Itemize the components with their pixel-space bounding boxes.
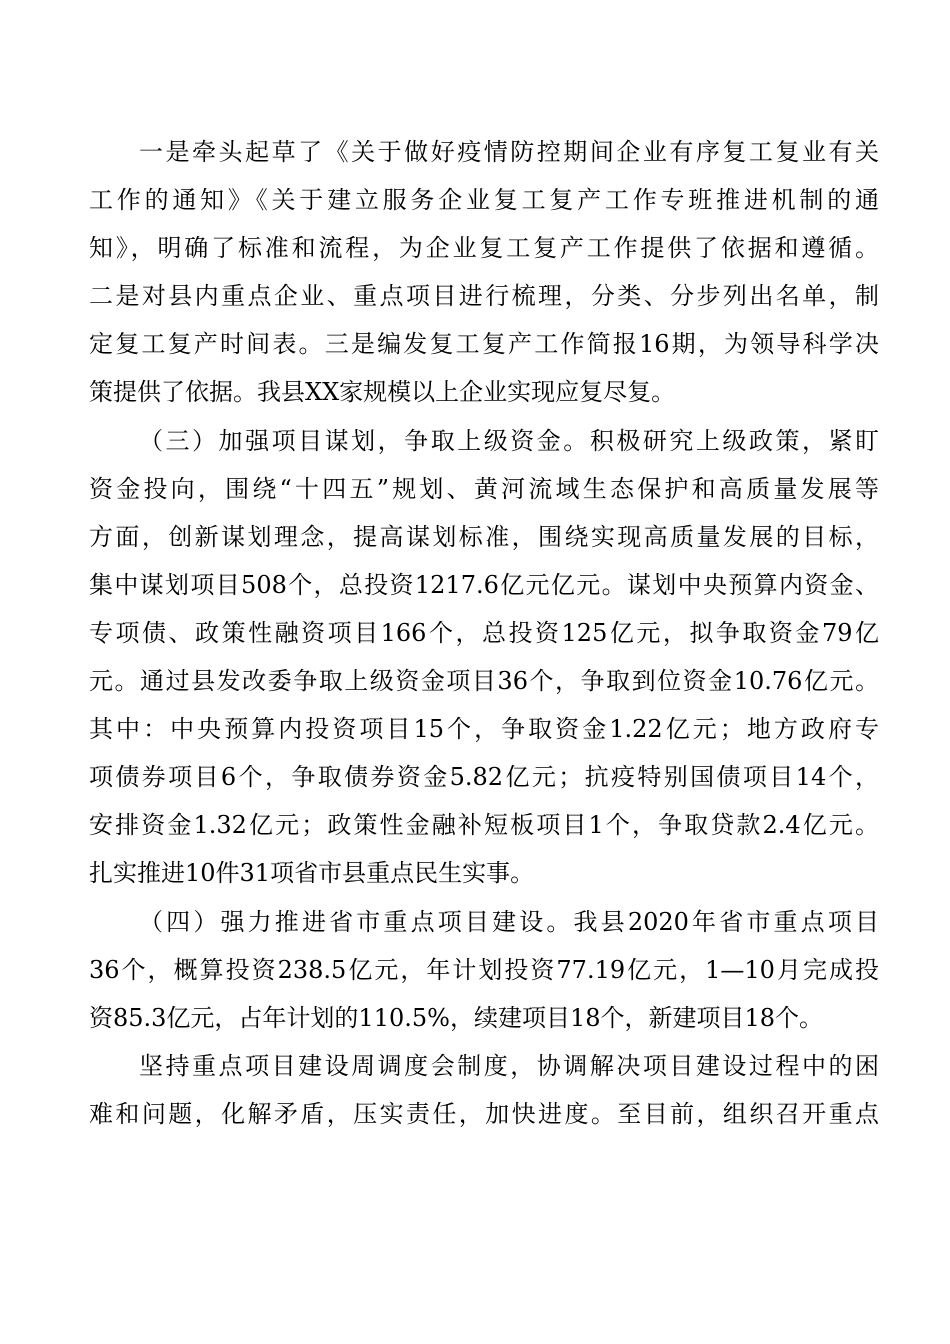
text-line: 坚持重点项目建设周调度会制度，协调解决项目建设过程中的困	[139, 1051, 879, 1080]
text-line: 其中：中央预算内投资项目15个，争取资金1.22亿元；地方政府专	[89, 715, 879, 744]
text-line: 资85.3亿元，占年计划的110.5%，续建项目18个，新建项目18个。	[89, 1003, 824, 1032]
text-line: 定复工复产时间表。三是编发复工复产工作简报16期，为领导科学决	[89, 330, 879, 359]
text-line: 策提供了依据。我县XX家规模以上企业实现应复尽复。	[89, 378, 676, 407]
text-line: 难和问题，化解矛盾，压实责任，加快进度。至目前，组织召开重点	[89, 1099, 879, 1128]
text-line: 集中谋划项目508个，总投资1217.6亿元亿元。谋划中央预算内资金、	[89, 570, 879, 599]
text-line: 元。通过县发改委争取上级资金项目36个，争取到位资金10.76亿元。	[89, 667, 879, 696]
document-body	[89, 128, 879, 1138]
text-line: （三）加强项目谋划，争取上级资金。积极研究上级政策，紧盯	[139, 426, 879, 455]
text-line: 工作的通知》《关于建立服务企业复工复产工作专班推进机制的通	[89, 186, 879, 215]
text-line: 专项债、政策性融资项目166个，总投资125亿元，拟争取资金79亿	[89, 618, 879, 647]
text-line: 扎实推进10件31项省市县重点民生实事。	[89, 859, 535, 888]
text-line: 二是对县内重点企业、重点项目进行梳理，分类、分步列出名单，制	[89, 282, 879, 311]
text-line: 资金投向，围绕“十四五”规划、黄河流域生态保护和高质量发展等	[89, 474, 879, 503]
text-line: 项债券项目6个，争取债券资金5.82亿元；抗疫特别国债项目14个，	[89, 763, 879, 792]
paragraph-project-planning	[89, 417, 879, 898]
text-line: （四）强力推进省市重点项目建设。我县2020年省市重点项目	[139, 907, 879, 936]
text-line: 知》，明确了标准和流程，为企业复工复产工作提供了依据和遵循。	[89, 234, 879, 263]
paragraph-key-projects	[89, 898, 879, 1042]
paragraph-weekly-scheduling	[89, 1042, 879, 1138]
paragraph-resumption-measures	[89, 128, 879, 417]
text-line: 安排资金1.32亿元；政策性金融补短板项目1个，争取贷款2.4亿元。	[89, 811, 879, 840]
text-line: 一是牵头起草了《关于做好疫情防控期间企业有序复工复业有关	[139, 138, 879, 166]
text-line: 36个，概算投资238.5亿元，年计划投资77.19亿元，1—10月完成投	[89, 955, 879, 984]
text-line: 方面，创新谋划理念，提高谋划标准，围绕实现高质量发展的目标，	[89, 522, 879, 551]
